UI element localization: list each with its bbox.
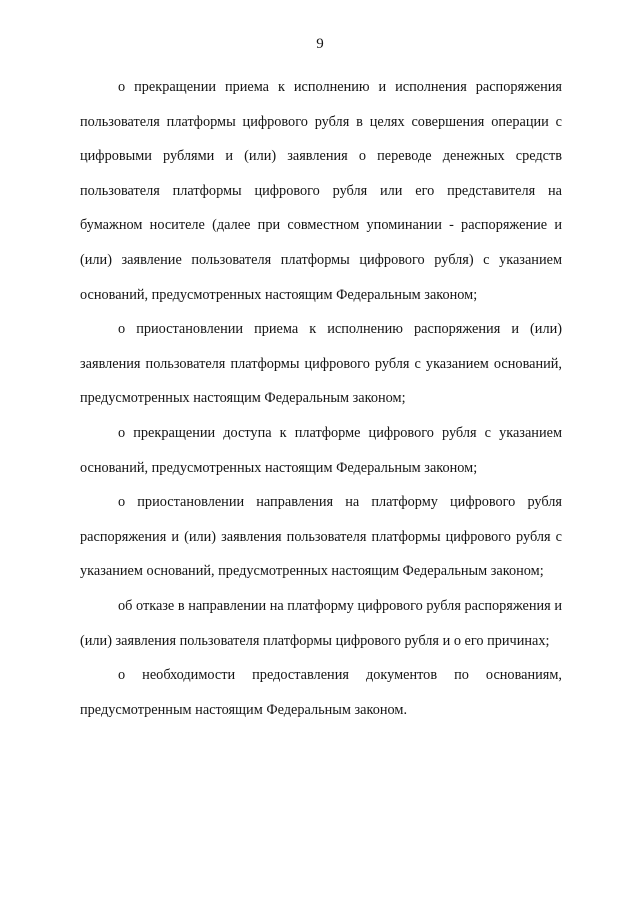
page-number: 9: [316, 36, 324, 52]
paragraph-termination-of-access: о прекращении доступа к платформе цифрового рубля с указанием оснований, предусмотренных настоящим Федеральным законом;: [80, 424, 562, 476]
paragraph-termination-of-acceptance: о прекращении приема к исполнению и исполнения распоряжения пользователя платформы цифрового рубля в целях совершения операции с цифровыми рублями и (или) заявления о переводе денежных средств пользователя платформы цифрового рубля или его представителя на бумажном носителе (далее при совместном упоминании - распоряжение и (или) заявление пользователя платформы цифрового рубля) с указанием оснований, предусмотренных настоящим Федеральным законом;: [80, 79, 562, 303]
paragraph-documents-required: о необходимости предоставления документов по основаниям, предусмотренным настоящим Федеральным законом.: [80, 667, 562, 718]
document-body: [80, 70, 562, 727]
paragraph-suspension-of-sending: о приостановлении направления на платформу цифрового рубля распоряжения и (или) заявления пользователя платформы цифрового рубля с указанием оснований, предусмотренных настоящим Федеральным законом;: [80, 494, 562, 580]
paragraph-refusal-to-send: об отказе в направлении на платформу цифрового рубля распоряжения и (или) заявления пользователя платформы цифрового рубля и о его причинах;: [80, 597, 562, 649]
paragraph-suspension-of-acceptance: о приостановлении приема к исполнению распоряжения и (или) заявления пользователя платформы цифрового рубля с указанием оснований, предусмотренных настоящим Федеральным законом;: [80, 321, 562, 407]
